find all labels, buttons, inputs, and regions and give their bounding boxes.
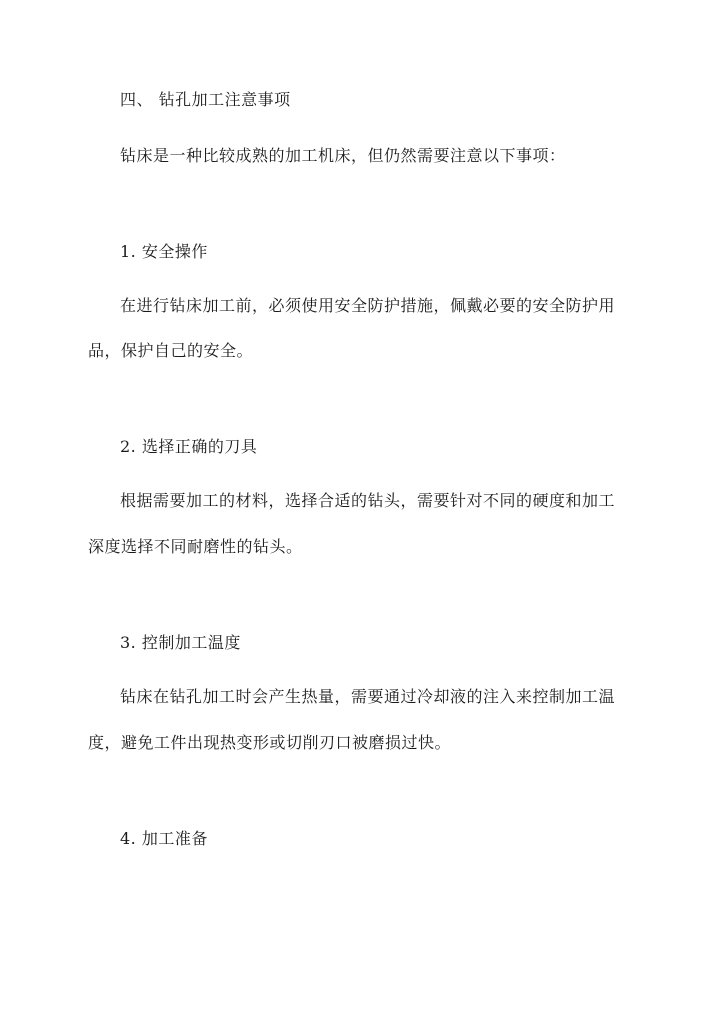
- item-1-heading: 1. 安全操作: [120, 242, 208, 261]
- item-3-heading: 3. 控制加工温度: [120, 633, 241, 652]
- section-heading: 四、 钻孔加工注意事项: [120, 90, 291, 109]
- item-1-body-line-2: 品，保护自己的安全。: [88, 341, 254, 360]
- item-2-body-line-2: 深度选择不同耐磨性的钻头。: [88, 537, 303, 556]
- item-3-body-line-2: 度，避免工件出现热变形或切削刃口被磨损过快。: [88, 733, 452, 752]
- item-3-body-line-1: 钻床在钻孔加工时会产生热量，需要通过冷却液的注入来控制加工温: [120, 687, 616, 706]
- intro-paragraph: 钻床是一种比较成熟的加工机床，但仍然需要注意以下事项：: [120, 146, 566, 165]
- item-1-body-line-1: 在进行钻床加工前，必须使用安全防护措施，佩戴必要的安全防护用: [120, 296, 616, 315]
- item-2-body-line-1: 根据需要加工的材料，选择合适的钻头，需要针对不同的硬度和加工: [120, 491, 616, 510]
- item-4-heading: 4. 加工准备: [120, 829, 208, 848]
- item-2-heading: 2. 选择正确的刀具: [120, 437, 258, 456]
